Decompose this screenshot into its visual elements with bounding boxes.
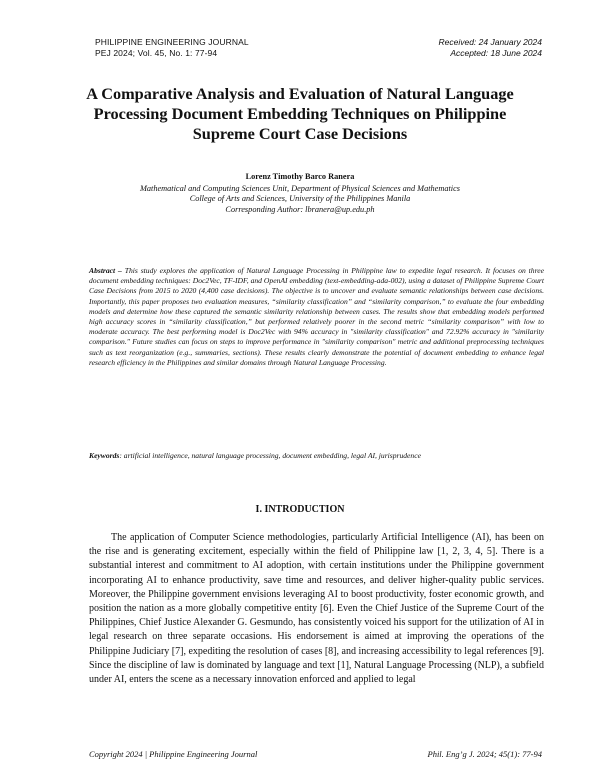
author-name: Lorenz Timothy Barco Ranera — [245, 172, 355, 181]
dates-header — [439, 37, 543, 59]
footer-citation: Phil. Eng’g J. 2024; 45(1): 77-94 — [427, 749, 542, 759]
journal-name: PHILIPPINE ENGINEERING JOURNAL — [95, 37, 249, 47]
keywords — [89, 451, 544, 461]
received-date: Received: 24 January 2024 — [438, 37, 542, 47]
author-block — [80, 172, 520, 215]
paper-title: A Comparative Analysis and Evaluation of Natural Language Processing Document Embedding Techniques on Philippine Supreme Court Case Decisions — [86, 84, 514, 143]
footer-copyright: Copyright 2024 | Philippine Engineering Journal — [89, 749, 258, 759]
journal-issue: PEJ 2024; Vol. 45, No. 1: 77-94 — [95, 48, 218, 58]
affiliation-line-2: College of Arts and Sciences, University of the Philippines Manila — [189, 194, 411, 204]
keywords-text: : artificial intelligence, natural language processing, document embedding, legal AI, jurisprudence — [119, 451, 421, 460]
abstract — [89, 266, 544, 368]
accepted-date: Accepted: 18 June 2024 — [450, 48, 542, 58]
abstract-label: Abstract – — [89, 266, 122, 275]
keywords-label: Keywords — [89, 451, 120, 460]
section-heading: I. INTRODUCTION — [255, 504, 345, 515]
corresponding-author: Corresponding Author: lbranera@up.edu.ph — [225, 204, 375, 214]
introduction-paragraph: The application of Computer Science methodologies, particularly Artificial Intelligence (AI), has been on the rise and is generating excitement, especially within the field of Philippine law [1, 2, 3, 4, 5]. There is a substantial interest and commitment to AI adoption, with certain institutions under the Philippine government incorporating AI to enhance productivity, save time and resources, and deliver higher-quality public services. Moreover, the Philippine government envisions leveraging AI to boost productivity, foster economic growth, and position the nation as a more globally competitive entity [6]. Even the Chief Justice of the Supreme Court of the Philippines, Chief Justice Alexander G. Gesmundo, has consistently voiced his support for the utilization of AI in legal research on three separate occasions. His endorsement is aimed at improving the operations of the Philippine Judiciary [7], expediting the resolution of cases [8], and increasing accessibility to legal references [9]. Since the discipline of law is dominated by language and text [1], Natural Language Processing (NLP), a subfield under AI, enters the scene as a necessary innovation enforced and applied to legal — [89, 532, 544, 686]
affiliation-line-1: Mathematical and Computing Sciences Unit, Department of Physical Sciences and Mathematics — [139, 183, 461, 193]
journal-header — [95, 37, 249, 59]
abstract-text: This study explores the application of Natural Language Processing in Philippine law to expedite legal research. It focuses on three document embedding techniques: Doc2Vec, TF-IDF, and OpenAI embedding (text-embedding-ada-002), using a dataset of Philippine Supreme Court Case Decisions from 2015 to 2020 (4,400 case decisions). The objective is to uncover and evaluate semantic relationships between case decisions. Importantly, this paper proposes two evaluation measures, “similarity classification” and “similarity comparison,” to evaluate the four embedding models and determine how these captured the semantic similarity relationship between cases. The results show that embedding models performed high accuracy scores in “similarity classification,” but performed relatively poorer in the second metric “similarity comparison” with low to moderate accuracy. The best performing model is Doc2Vec with 94% accuracy in "similarity classification" and 72.92% accuracy in "similarity comparison." Future studies can focus on steps to improve performance in "similarity comparison" metric and additional preprocessing techniques such as text reorganization (e.g., summaries, sections). These results clearly demonstrate the potential of document embedding to enhance legal research efficiency in the Philippines and similar domains through Natural Language Processing. — [89, 266, 544, 367]
